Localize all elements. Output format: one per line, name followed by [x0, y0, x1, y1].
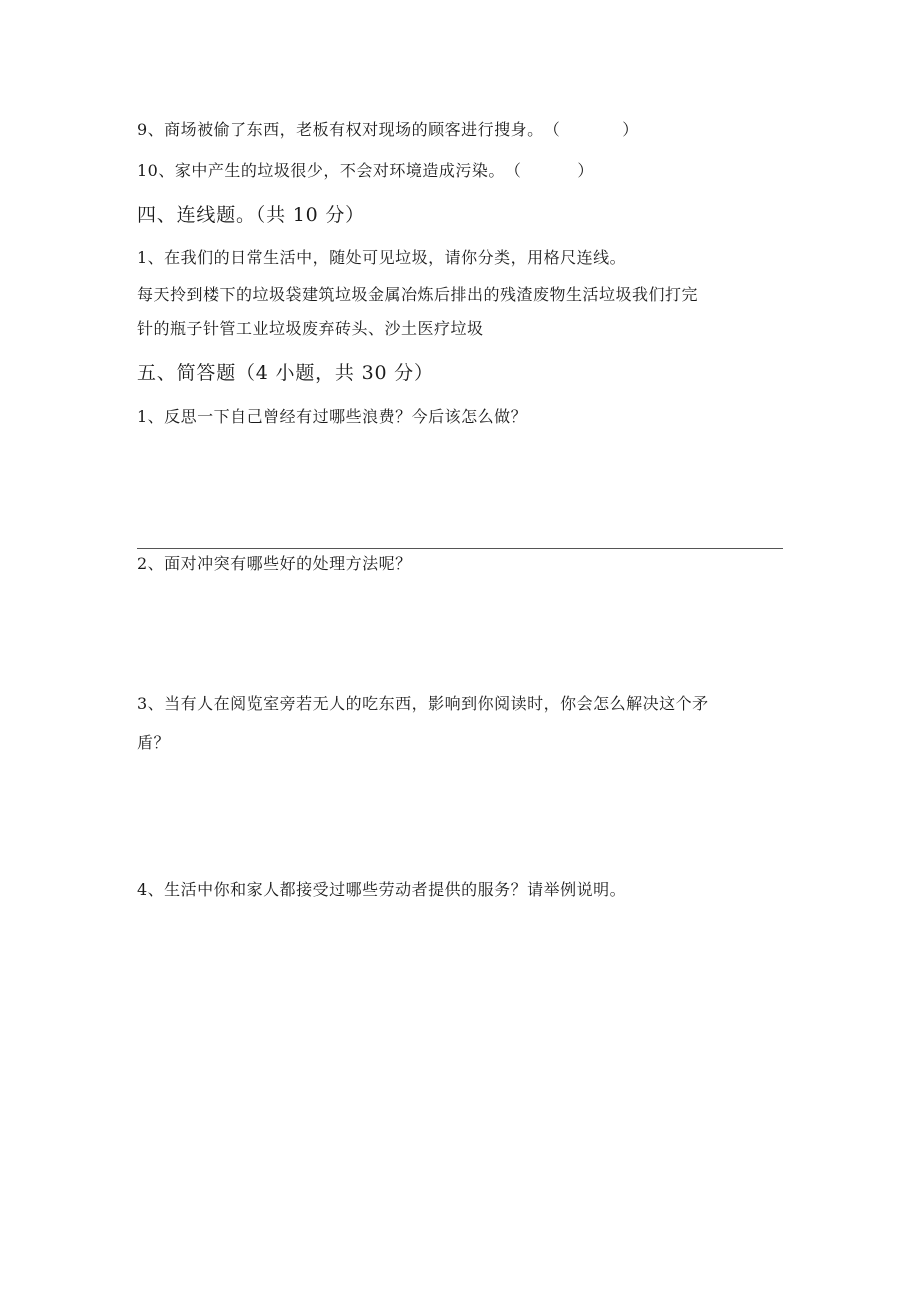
question-10-open-paren: （: [504, 161, 522, 180]
section-5-question-3-line-2: 盾？: [137, 733, 171, 752]
section-5-question-3-line-1: 3、当有人在阅览室旁若无人的吃东西，影响到你阅读时，你会怎么解决这个矛: [137, 694, 709, 713]
matching-items-line-2: 针的瓶子针管工业垃圾废弃砖头、沙土医疗垃圾: [137, 319, 484, 338]
question-9-text: 9、商场被偷了东西，老板有权对现场的顾客进行搜身。: [137, 120, 544, 139]
question-10-close-paren: ）: [577, 161, 594, 180]
question-9-open-paren: （: [543, 120, 561, 139]
section-5-question-2: 2、面对冲突有哪些好的处理方法呢？: [137, 554, 412, 573]
section-5-title: 五、简答题（4 小题，共 30 分）: [137, 362, 434, 384]
question-9: [137, 119, 639, 141]
question-9-close-paren: ）: [622, 120, 639, 139]
section-4-title: 四、连线题。（共 10 分）: [137, 204, 365, 226]
answer-line[interactable]: [137, 548, 783, 549]
question-10-text: 10、家中产生的垃圾很少，不会对环境造成污染。: [137, 161, 505, 180]
matching-items-line-1: 每天拎到楼下的垃圾袋建筑垃圾金属冶炼后排出的残渣废物生活垃圾我们打完: [137, 285, 699, 304]
section-5-question-1: 1、反思一下自己曾经有过哪些浪费？今后该怎么做？: [137, 407, 528, 426]
section-5-question-4: 4、生活中你和家人都接受过哪些劳动者提供的服务？请举例说明。: [137, 880, 627, 899]
question-10: [137, 160, 594, 182]
section-4-question-1: 1、在我们的日常生活中，随处可见垃圾，请你分类，用格尺连线。: [137, 248, 627, 267]
